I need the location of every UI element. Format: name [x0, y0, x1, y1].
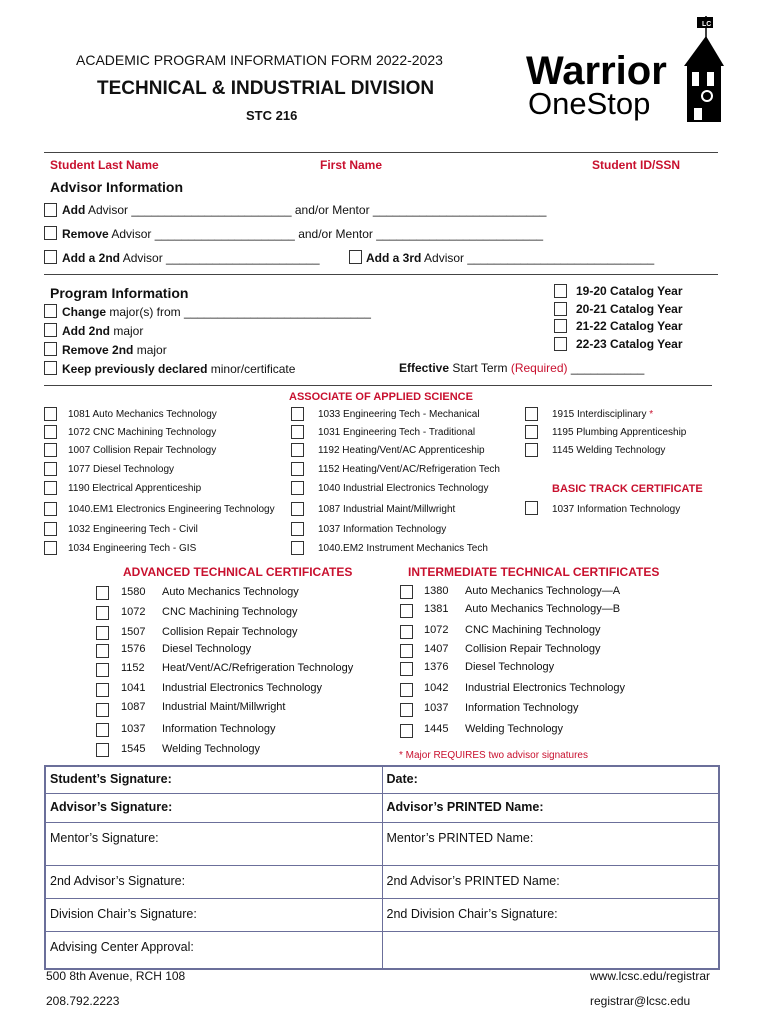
itc-code: 1445: [424, 723, 449, 735]
change-major-checkbox[interactable]: [44, 304, 57, 318]
aas-checkbox[interactable]: [525, 407, 538, 421]
aas-checkbox[interactable]: [291, 502, 304, 516]
atc-name: Welding Technology: [162, 743, 261, 755]
atc-checkbox[interactable]: [96, 644, 109, 658]
atc-checkbox[interactable]: [96, 703, 109, 717]
advising-approval-field[interactable]: Advising Center Approval:: [46, 932, 383, 969]
aas-item: 1087 Industrial Maint/Millwright: [318, 504, 456, 515]
atc-code: 1580: [121, 586, 146, 598]
aas-checkbox[interactable]: [44, 502, 57, 516]
itc-checkbox[interactable]: [400, 703, 413, 717]
atc-checkbox[interactable]: [96, 606, 109, 620]
footer-address: 500 8th Avenue, RCH 108: [46, 969, 186, 983]
aas-checkbox[interactable]: [44, 481, 57, 495]
major-note: * Major REQUIRES two advisor signatures: [399, 750, 588, 761]
itc-code: 1037: [424, 702, 449, 714]
add-advisor-checkbox[interactable]: [44, 203, 57, 217]
aas-item: 1033 Engineering Tech - Mechanical: [318, 409, 480, 420]
logo-word-onestop: OneStop: [528, 86, 651, 121]
aas-item: 1031 Engineering Tech - Traditional: [318, 427, 476, 438]
add-2nd-advisor-row: Add a 2nd Advisor _______________________: [62, 251, 320, 265]
footer-web[interactable]: www.lcsc.edu/registrar: [590, 969, 711, 983]
itc-name: Auto Mechanics Technology—B: [465, 603, 621, 615]
empty-cell: [382, 932, 719, 969]
atc-checkbox[interactable]: [96, 723, 109, 737]
itc-code: 1381: [424, 603, 449, 615]
aas-item: 1152 Heating/Vent/AC/Refrigeration Tech: [318, 464, 500, 475]
atc-code: 1507: [121, 626, 146, 638]
itc-code: 1042: [424, 682, 449, 694]
add-2nd-advisor-checkbox[interactable]: [44, 250, 57, 264]
atc-name: Auto Mechanics Technology: [162, 586, 299, 598]
aas-checkbox[interactable]: [44, 425, 57, 439]
divider: [44, 385, 712, 386]
aas-item: 1040.EM1 Electronics Engineering Technology: [68, 504, 275, 515]
atc-checkbox[interactable]: [96, 626, 109, 640]
aas-checkbox[interactable]: [44, 462, 57, 476]
add-3rd-advisor-row: Add a 3rd Advisor ____________________________: [366, 251, 655, 265]
atc-code: 1037: [121, 723, 146, 735]
footer-email[interactable]: registrar@lcsc.edu: [590, 994, 691, 1008]
catalog-year: 21-22 Catalog Year: [576, 319, 683, 333]
division-title: TECHNICAL & INDUSTRIAL DIVISION: [97, 78, 435, 99]
aas-item: 1915 Interdisciplinary *: [552, 409, 654, 420]
atc-name: Heat/Vent/AC/Refrigeration Technology: [162, 662, 354, 674]
student-id-label: Student ID/SSN: [592, 158, 681, 172]
itc-checkbox[interactable]: [400, 662, 413, 676]
itc-heading: INTERMEDIATE TECHNICAL CERTIFICATES: [408, 565, 660, 579]
aas-checkbox[interactable]: [44, 541, 57, 555]
divider: [44, 274, 718, 275]
remove-2nd-major-checkbox[interactable]: [44, 342, 57, 356]
flag-text: LC: [702, 21, 712, 28]
catalog-year: 20-21 Catalog Year: [576, 302, 683, 316]
remove-advisor-checkbox[interactable]: [44, 226, 57, 240]
aas-item: 1077 Diesel Technology: [68, 464, 175, 475]
atc-name: Industrial Electronics Technology: [162, 682, 322, 694]
advisor-heading: Advisor Information: [50, 179, 184, 195]
atc-checkbox[interactable]: [96, 743, 109, 757]
catalog-checkbox[interactable]: [554, 319, 567, 333]
aas-item: 1192 Heating/Vent/AC Apprenticeship: [318, 445, 485, 456]
atc-code: 1072: [121, 606, 146, 618]
add-3rd-advisor-checkbox[interactable]: [349, 250, 362, 264]
catalog-year: 19-20 Catalog Year: [576, 284, 683, 298]
aas-checkbox[interactable]: [44, 522, 57, 536]
atc-code: 1545: [121, 743, 146, 755]
aas-checkbox[interactable]: [291, 425, 304, 439]
itc-code: 1376: [424, 661, 449, 673]
itc-name: Diesel Technology: [465, 661, 555, 673]
itc-checkbox[interactable]: [400, 644, 413, 658]
aas-checkbox[interactable]: [291, 481, 304, 495]
remove-advisor-row: Remove Advisor _____________________ and/or Mentor _________________________: [62, 227, 544, 241]
student-last-name-label: Student Last Name: [50, 158, 159, 172]
atc-code: 1576: [121, 643, 146, 655]
aas-item: 1040 Industrial Electronics Technology: [318, 483, 489, 494]
date-field[interactable]: Date:: [382, 767, 719, 794]
atc-code: 1041: [121, 682, 146, 694]
mentor-printed-name-field[interactable]: Mentor’s PRINTED Name:: [382, 823, 719, 866]
itc-name: Industrial Electronics Technology: [465, 682, 625, 694]
change-major-row: Change major(s) from ____________________________: [62, 305, 371, 319]
basic-track-item: 1037 Information Technology: [552, 504, 681, 515]
aas-checkbox[interactable]: [291, 522, 304, 536]
footer-phone: 208.792.2223: [46, 994, 120, 1008]
catalog-checkbox[interactable]: [554, 302, 567, 316]
advisor-printed-name-field[interactable]: Advisor’s PRINTED Name:: [382, 794, 719, 823]
atc-name: CNC Machining Technology: [162, 606, 298, 618]
catalog-year: 22-23 Catalog Year: [576, 337, 683, 351]
itc-checkbox[interactable]: [400, 604, 413, 618]
aas-checkbox[interactable]: [44, 407, 57, 421]
aas-checkbox[interactable]: [525, 443, 538, 457]
effective-term-row: Effective Start Term (Required) ___________: [399, 361, 645, 375]
itc-checkbox[interactable]: [400, 625, 413, 639]
advisor-signature-field[interactable]: Advisor’s Signature:: [46, 794, 383, 823]
catalog-checkbox[interactable]: [554, 284, 567, 298]
student-signature-field[interactable]: Student’s Signature:: [46, 767, 383, 794]
warrior-onestop-logo: [524, 14, 724, 124]
2nd-advisor-signature-field[interactable]: 2nd Advisor’s Signature:: [46, 866, 383, 899]
aas-checkbox[interactable]: [291, 541, 304, 555]
itc-name: Information Technology: [465, 702, 579, 714]
itc-checkbox[interactable]: [400, 724, 413, 738]
aas-item: 1040.EM2 Instrument Mechanics Tech: [318, 543, 488, 554]
program-heading: Program Information: [50, 285, 189, 301]
2nd-advisor-printed-name-field[interactable]: 2nd Advisor’s PRINTED Name:: [382, 866, 719, 899]
atc-name: Collision Repair Technology: [162, 626, 298, 638]
aas-item: 1034 Engineering Tech - GIS: [68, 543, 197, 554]
atc-checkbox[interactable]: [96, 586, 109, 600]
aas-item: 1081 Auto Mechanics Technology: [68, 409, 217, 420]
aas-item: 1032 Engineering Tech - Civil: [68, 524, 198, 535]
first-name-label: First Name: [320, 158, 383, 172]
itc-code: 1407: [424, 643, 449, 655]
catalog-checkbox[interactable]: [554, 337, 567, 351]
atc-checkbox[interactable]: [96, 683, 109, 697]
add-2nd-major-checkbox[interactable]: [44, 323, 57, 337]
remove-2nd-major-row: Remove 2nd major: [62, 343, 167, 357]
aas-item: 1145 Welding Technology: [552, 445, 666, 456]
aas-item: 1007 Collision Repair Technology: [68, 445, 217, 456]
division-chair-signature-field[interactable]: Division Chair’s Signature:: [46, 899, 383, 932]
aas-checkbox[interactable]: [291, 462, 304, 476]
form-code: STC 216: [246, 108, 298, 123]
aas-checkbox[interactable]: [525, 425, 538, 439]
itc-name: Auto Mechanics Technology—A: [465, 585, 621, 597]
itc-name: Collision Repair Technology: [465, 643, 601, 655]
atc-checkbox[interactable]: [96, 663, 109, 677]
signature-table: [44, 765, 720, 970]
itc-name: CNC Machining Technology: [465, 624, 601, 636]
aas-checkbox[interactable]: [291, 407, 304, 421]
keep-minor-row: Keep previously declared minor/certificate: [62, 362, 296, 376]
basic-track-heading: BASIC TRACK CERTIFICATE: [552, 483, 703, 495]
aas-item: 1190 Electrical Apprenticeship: [68, 483, 202, 494]
itc-code: 1072: [424, 624, 449, 636]
mentor-signature-field[interactable]: Mentor’s Signature:: [46, 823, 383, 866]
aas-item: 1037 Information Technology: [318, 524, 447, 535]
divider: [44, 152, 718, 153]
itc-code: 1380: [424, 585, 449, 597]
itc-name: Welding Technology: [465, 723, 564, 735]
keep-minor-checkbox[interactable]: [44, 361, 57, 375]
atc-code: 1152: [121, 662, 145, 674]
itc-checkbox[interactable]: [400, 683, 413, 697]
clock-tower-icon: [684, 16, 724, 122]
2nd-division-chair-signature-field[interactable]: 2nd Division Chair’s Signature:: [382, 899, 719, 932]
itc-checkbox[interactable]: [400, 585, 413, 599]
aas-checkbox[interactable]: [44, 443, 57, 457]
aas-item: 1195 Plumbing Apprenticeship: [552, 427, 687, 438]
form-title: ACADEMIC PROGRAM INFORMATION FORM 2022-2023: [76, 52, 443, 68]
basic-track-checkbox[interactable]: [525, 501, 538, 515]
atc-name: Industrial Maint/Millwright: [162, 701, 286, 713]
atc-heading: ADVANCED TECHNICAL CERTIFICATES: [123, 565, 353, 579]
atc-name: Information Technology: [162, 723, 276, 735]
aas-checkbox[interactable]: [291, 443, 304, 457]
logo-word-warrior: Warrior: [526, 49, 667, 93]
aas-item: 1072 CNC Machining Technology: [68, 427, 217, 438]
aas-heading: ASSOCIATE OF APPLIED SCIENCE: [289, 391, 473, 403]
atc-code: 1087: [121, 701, 146, 713]
atc-name: Diesel Technology: [162, 643, 252, 655]
add-2nd-major-row: Add 2nd major: [62, 324, 144, 338]
add-advisor-row: Add Advisor ________________________ and/or Mentor __________________________: [62, 203, 547, 217]
